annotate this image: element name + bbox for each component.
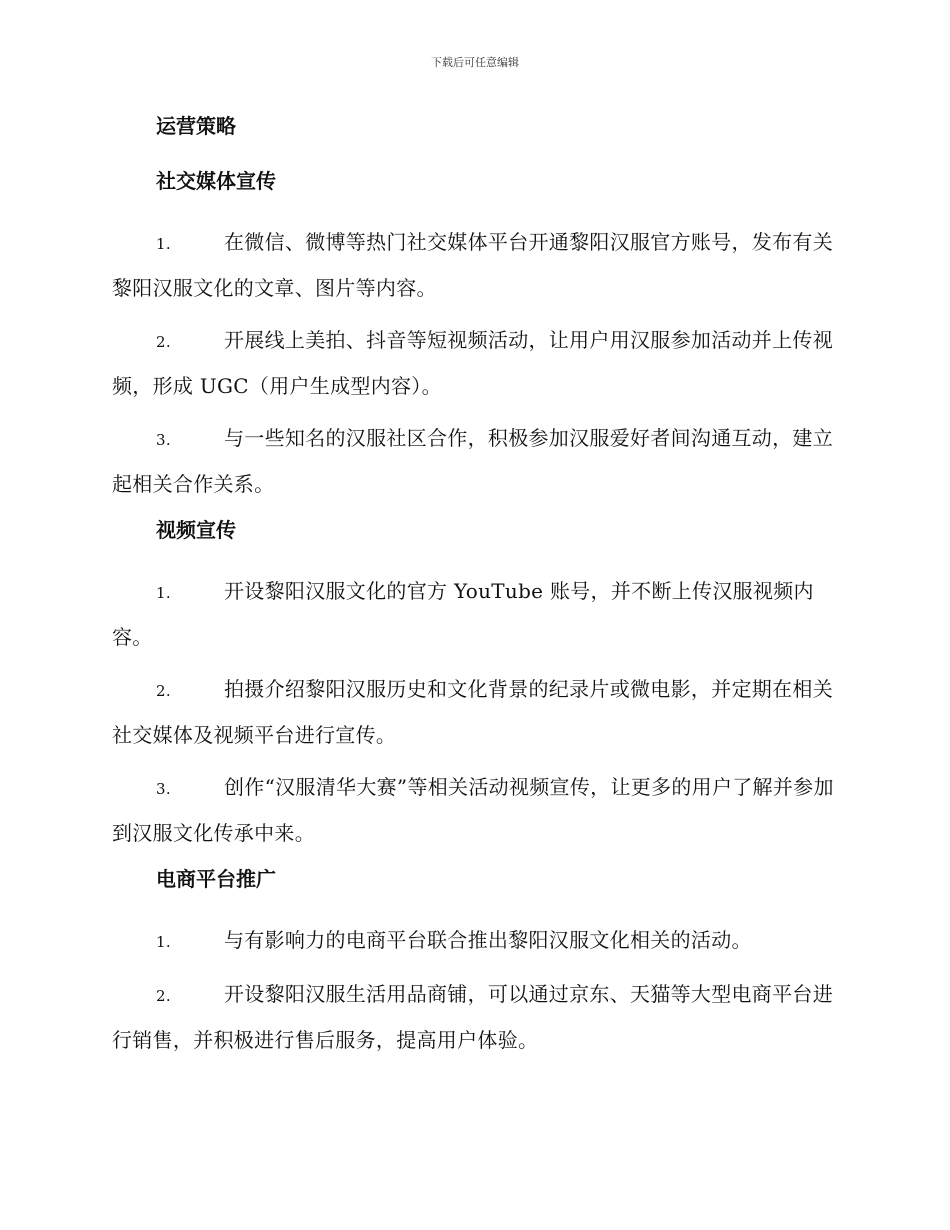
list-item-number: 1.: [156, 584, 171, 602]
list-item: [112, 416, 836, 506]
list-item: [112, 765, 836, 855]
list-item: [112, 318, 836, 408]
list-item-number: 1.: [156, 933, 171, 951]
section-heading: 视频宣传: [156, 518, 236, 542]
list-item-text: 拍摄介绍黎阳汉服历史和文化背景的纪录片或微电影，并定期在相关社交媒体及视频平台进行宣传。: [112, 677, 833, 747]
list-item-number: 3.: [156, 431, 171, 449]
list-item-text: 开展线上美拍、抖音等短视频活动，让用户用汉服参加活动并上传视频，形成 UGC（用户生成型内容）。: [112, 328, 833, 398]
list-item: [112, 918, 836, 964]
list-item: [112, 220, 836, 310]
list-item-number: 2.: [156, 333, 171, 351]
list-item-number: 1.: [156, 235, 171, 253]
list-item-number: 3.: [156, 780, 171, 798]
list-item-text: 与一些知名的汉服社区合作，积极参加汉服爱好者间沟通互动，建立起相关合作关系。: [112, 426, 833, 496]
list-item: [112, 667, 836, 757]
list-item-text: 开设黎阳汉服文化的官方 YouTube 账号，并不断上传汉服视频内容。: [112, 579, 814, 649]
list-item-text: 与有影响力的电商平台联合推出黎阳汉服文化相关的活动。: [224, 928, 752, 952]
list-item-text: 在微信、微博等热门社交媒体平台开通黎阳汉服官方账号，发布有关黎阳汉服文化的文章、图片等内容。: [112, 230, 833, 300]
list-item-number: 2.: [156, 682, 171, 700]
document-body: [112, 110, 836, 1070]
document-title: 运营策略: [156, 114, 236, 138]
list-item-number: 2.: [156, 987, 171, 1005]
list-item-text: 开设黎阳汉服生活用品商铺，可以通过京东、天猫等大型电商平台进行销售，并积极进行售后服务，提高用户体验。: [112, 982, 833, 1052]
list-item-text: 创作“汉服清华大赛”等相关活动视频宣传，让更多的用户了解并参加到汉服文化传承中来。: [112, 775, 834, 845]
section-heading: 电商平台推广: [156, 867, 276, 891]
section-heading: 社交媒体宣传: [156, 169, 276, 193]
page-header-note: 下载后可任意编辑: [431, 56, 519, 69]
list-item: [112, 569, 836, 659]
list-item: [112, 972, 836, 1062]
